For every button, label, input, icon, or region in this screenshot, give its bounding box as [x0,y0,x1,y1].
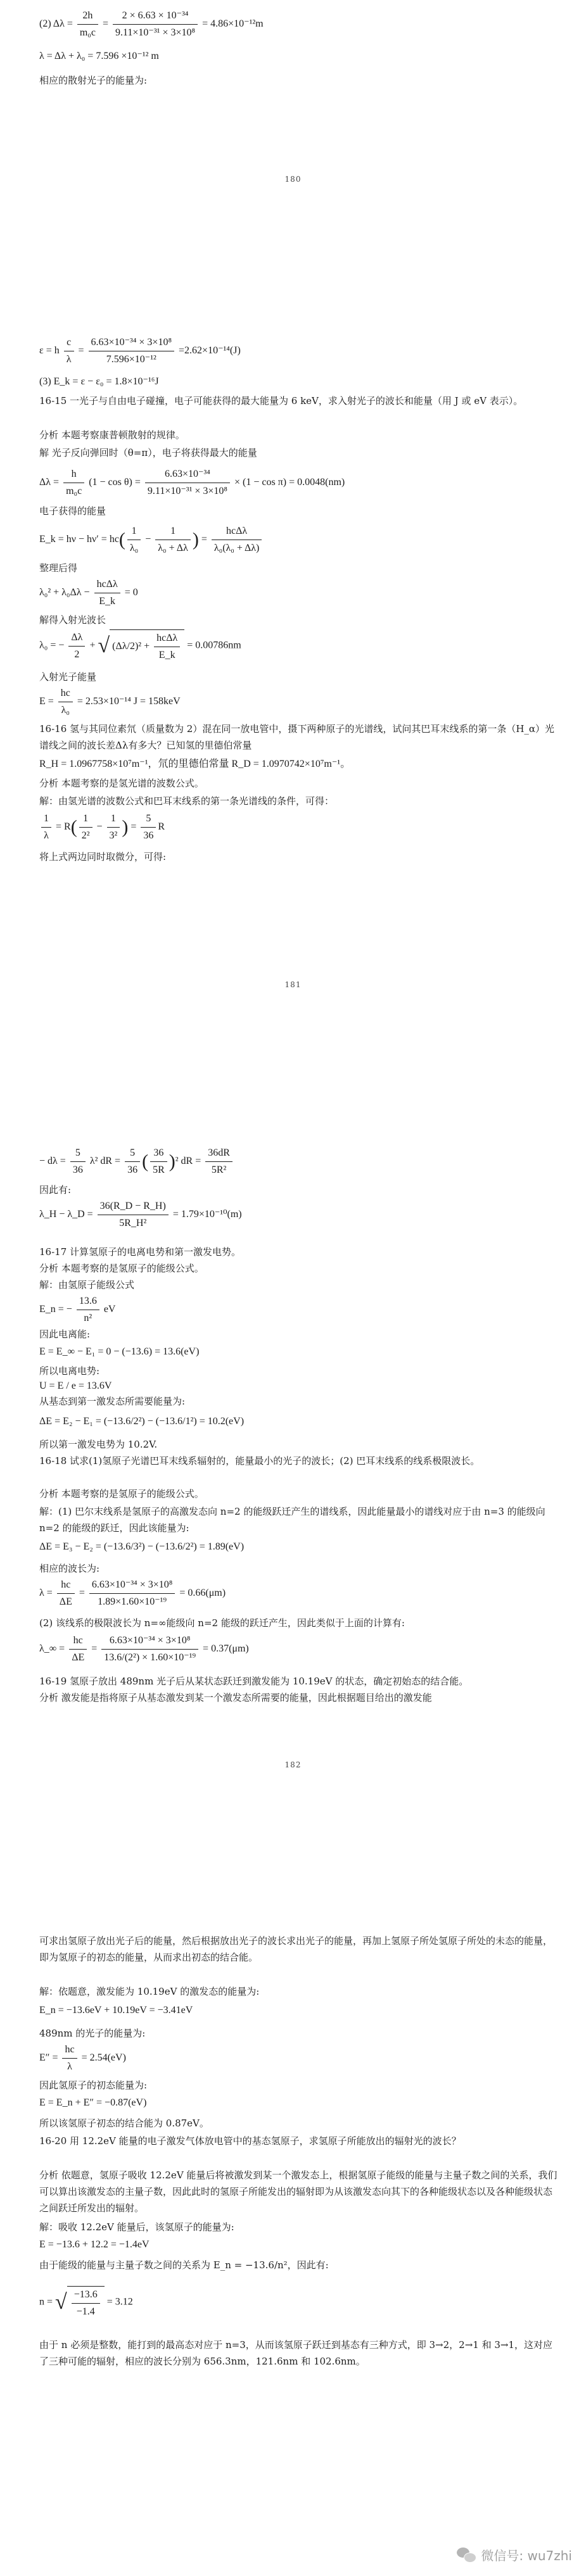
therefore-text: 因此有: [39,1184,72,1196]
differentiate-text: 将上式两边同时取微分，可得: [39,851,167,862]
ionization-potential-text: 所以电离电势: [39,1365,100,1377]
equation-compton-shift: Δλ = $\frac{h}{\text{m₀c}}$ (1 − cos θ) = $\frac{\text{6.63×10⁻³⁴}}{\text{9.11×10⁻³¹ × 3×10⁸}}$ × (1 − cos π) = 0.0048(nm) [39,469,345,496]
equation-electron-energy: E_k = hν − hν′ = hc( $\frac{1}{\text{λ₀}}$ − $\frac{1}{\text{λ₀ + Δλ}}$ ) = $\frac{\text{hcΔλ}}{\text{λ₀(λ₀ + Δλ)}}$ [39,524,264,555]
binding-energy-text: 所以该氢原子初态的结合能为 0.87eV。 [39,2118,209,2129]
page-number: 180 [284,175,302,184]
equation-differential: − dλ = $\frac{5}{36}$ λ² dR = $\frac{5}{36}$ ( $\frac{36}{5R}$ )² dR = $\frac{36dR}{\text{5R²}}$ [39,1146,234,1177]
analysis-16-19-cont: 可求出氢原子放出光子后的能量，然后根据放出光子的波长求出光子的能量，再加上氢原子所处氢原子所处的未态的能量，即为氢原子的初态的能量，从而求出初态的结合能。 [39,1935,553,1963]
equation-wavenumber: $\frac{1}{\lambda}$ = R( $\frac{1}{\text{2²}}$ − $\frac{1}{\text{3²}}$ ) = $\frac{5}{36}$ R [39,812,165,843]
page-number: 181 [284,980,302,989]
equation-ionization-energy: E = E_∞ − E₁ = 0 − (−13.6) = 13.6(eV) [39,1346,200,1357]
solve-lambda-text: 解得入射光波长 [39,614,106,626]
equation-wavelength-difference: λ_H − λ_D = $\frac{36(R\_D - R\_H)}{\text{5R\_H²}}$ = 1.79×10⁻¹⁰(m) [39,1201,242,1228]
wavelength-text: 相应的波长为: [39,1563,100,1574]
wechat-icon [457,2548,476,2563]
equation-balmer-energy: ΔE = E₃ − E₂ = (−13.6/3²) − (−13.6/2²) = 1.89(eV) [39,1541,245,1552]
wechat-watermark [457,2546,572,2564]
page-number: 182 [284,1760,302,1769]
equation-photon-489: E″ = $\frac{hc}{\lambda}$ = 2.54(eV) [39,2044,126,2072]
watermark-text: 微信号: wu7zhi [481,2548,572,2563]
relation-text: 由于能级的能量与主量子数之间的关系为 E_n = −13.6/n²，因此有: [39,2259,329,2271]
solution-16-19: 解：依题意，激发能为 10.19eV 的激发态的能量为: [39,1986,260,1997]
analysis-16-20: 分析 依题意，氢原子吸收 12.2eV 能量后将被激发到某一个激发态上，根据氢原子能级的能量与主量子数之间的关系，我们可以算出该激发态的主量子数，因此此时的氢原子所能发出的辐射即为从该激发态向其下的各种能级状态以及各种能级状态之间跃迁所发出的辐射。 [39,2169,557,2214]
first-potential-text: 所以第一激发电势为 10.2V. [39,1439,158,1450]
equation-kinetic-energy: (3) E_k = ε − ε₀ = 1.8×10⁻¹⁶J [39,376,159,387]
equation-incident-wavelength: λ₀ = − $\frac{\Delta\lambda}{2}$ + √ (Δλ/2)² + $\frac{\text{hcΔλ}}{E\_k}$ = 0.00786nm [39,629,241,662]
question-16-17: 16-17 计算氢原子的电离电势和第一激发电势。 [39,1246,241,1258]
question-16-19: 16-19 氢原子放出 489nm 光子后从某状态跃迁到激发能为 10.19eV 的状态，确定初始态的结合能。 [39,1676,469,1687]
equation-balmer-wavelength: λ = $\frac{hc}{\Delta E}$ = $\frac{\text{6.63×10⁻³⁴ × 3×10⁸}}{\text{1.89×1.60×10⁻¹⁹}}$ = 0.66(μm) [39,1579,226,1607]
first-excitation-text: 从基态到第一激发态所需要能量为: [39,1396,186,1407]
photon-489-text: 489nm 的光子的能量为: [39,2028,146,2039]
solution-16-15: 解 光子反向弹回时（θ=π），电子将获得最大的能量 [39,447,257,458]
part2-text: (2) 该线系的极限波长为 n=∞能级向 n=2 能级的跃迁产生，因此类似于上面的计算有: [39,1617,405,1629]
equation-delta-lambda: (2) Δλ = $\frac{2h}{\text{m₀c}}$ = $\frac{\text{2 × 6.63 × 10⁻³⁴}}{\text{9.11×10⁻³¹ × 3×10⁸}}$ = 4.86×10⁻¹²m [39,10,264,38]
analysis-16-17: 分析 本题考察的是氢原子的能级公式。 [39,1263,204,1274]
final-conclusion-text: 由于 n 必须是整数，能打到的最高态对应于 n=3，从而该氢原子跃迁到基态有三种方式，即 3→2，2→1 和 3→1，这对应了三种可能的辐射，相应的波长分别为 656.3nm，121.6nm 和 102.6nm。 [39,2339,553,2367]
question-16-15: 16-15 一光子与自由电子碰撞，电子可能获得的最大能量为 6 keV，求入射光子的波长和能量（用 J 或 eV 表示）。 [39,395,523,407]
solution-16-20: 解：吸收 12.2eV 能量后，该氢原子的能量为: [39,2221,234,2233]
initial-energy-text: 因此氢原子的初态能量为: [39,2080,148,2091]
solution-16-17: 解：由氢原子能级公式 [39,1279,135,1291]
equation-absorbed-energy: E = −13.6 + 12.2 = −1.4eV [39,2239,150,2250]
rearrange-text: 整理后得 [39,562,78,574]
analysis-16-16: 分析 本题考察的是氢光谱的波数公式。 [39,778,204,789]
equation-quantum-number: n = √ $\frac{-13.6}{-1.4}$ = 3.12 [39,2286,133,2319]
equation-initial-energy: E = E_n + E″ = −0.87(eV) [39,2097,147,2108]
question-16-16: 16-16 氢与其同位素氘（质量数为 2）混在同一放电管中，摄下两种原子的光谱线，试问其巴耳末线系的第一条（H_α）光谱线之间的波长差Δλ有多大？已知氢的里德伯常量 [39,723,555,751]
equation-series-limit: λ_∞ = $\frac{hc}{\Delta E}$ = $\frac{\text{6.63×10⁻³⁴ × 3×10⁸}}{\text{13.6/(2²) × 1.60×10⁻¹⁹}}$ = 0.37(μm) [39,1635,249,1663]
equation-quadratic: λ₀² + λ₀Δλ − $\frac{\text{hcΔλ}}{E\_k}$ = 0 [39,579,138,607]
analysis-16-15: 分析 本题考察康普顿散射的规律。 [39,429,185,441]
equation-first-excitation: ΔE = E₂ − E₁ = (−13.6/2²) − (−13.6/1²) = 10.2(eV) [39,1416,245,1427]
analysis-16-18: 分析 本题考察的是氢原子的能级公式。 [39,1488,204,1500]
rydberg-constants: R_H = 1.0967758×10⁷m⁻¹，氘的里德伯常量 R_D = 1.0970742×10⁷m⁻¹。 [39,759,351,769]
energy-intro-text: 相应的散射光子的能量为: [39,75,148,86]
equation-incident-energy: E = $\frac{hc}{\text{λ₀}}$ = 2.53×10⁻¹⁴ J = 158keV [39,688,181,716]
equation-ionization-potential: U = E / e = 13.6V [39,1380,112,1391]
equation-photon-energy: ε = h $\frac{c}{\lambda}$ = $\frac{\text{6.63×10⁻³⁴ × 3×10⁸}}{\text{7.596×10⁻¹²}}$ =2.62×10⁻¹⁴(J) [39,337,241,365]
equation-excited-energy: E_n = −13.6eV + 10.19eV = −3.41eV [39,2005,193,2016]
electron-energy-text: 电子获得的能量 [39,505,106,517]
question-16-20: 16-20 用 12.2eV 能量的电子激发气体放电管中的基态氢原子，求氢原子所能放出的辐射光的波长？ [39,2135,461,2147]
equation-lambda: λ = Δλ + λ₀ = 7.596 ×10⁻¹² m [39,51,159,61]
ionization-text: 因此电离能: [39,1329,91,1340]
question-16-18: 16-18 试求(1)氢原子光谱巴耳末线系辐射的，能量最小的光子的波长；(2) 巴耳末线系的线系极限波长。 [39,1455,480,1467]
solution-16-16: 解：由氢光谱的波数公式和巴耳末线系的第一条光谱线的条件，可得： [39,795,334,807]
equation-energy-level: E_n = − $\frac{13.6}{\text{n²}}$ eV [39,1296,116,1323]
photon-energy-text: 入射光子能量 [39,671,97,683]
solution-16-18: 解：(1) 巴尔末线系是氢原子的高激发态向 n=2 的能级跃迁产生的谱线系，因此能量最小的谱线对应于由 n=3 的能级向 n=2 的能级的跃迁，因此该能量为: [39,1506,545,1534]
analysis-16-19: 分析 激发能是指将原子从基态激发到某一个激发态所需要的能量，因此根据题目给出的激发能 [39,1692,432,1703]
